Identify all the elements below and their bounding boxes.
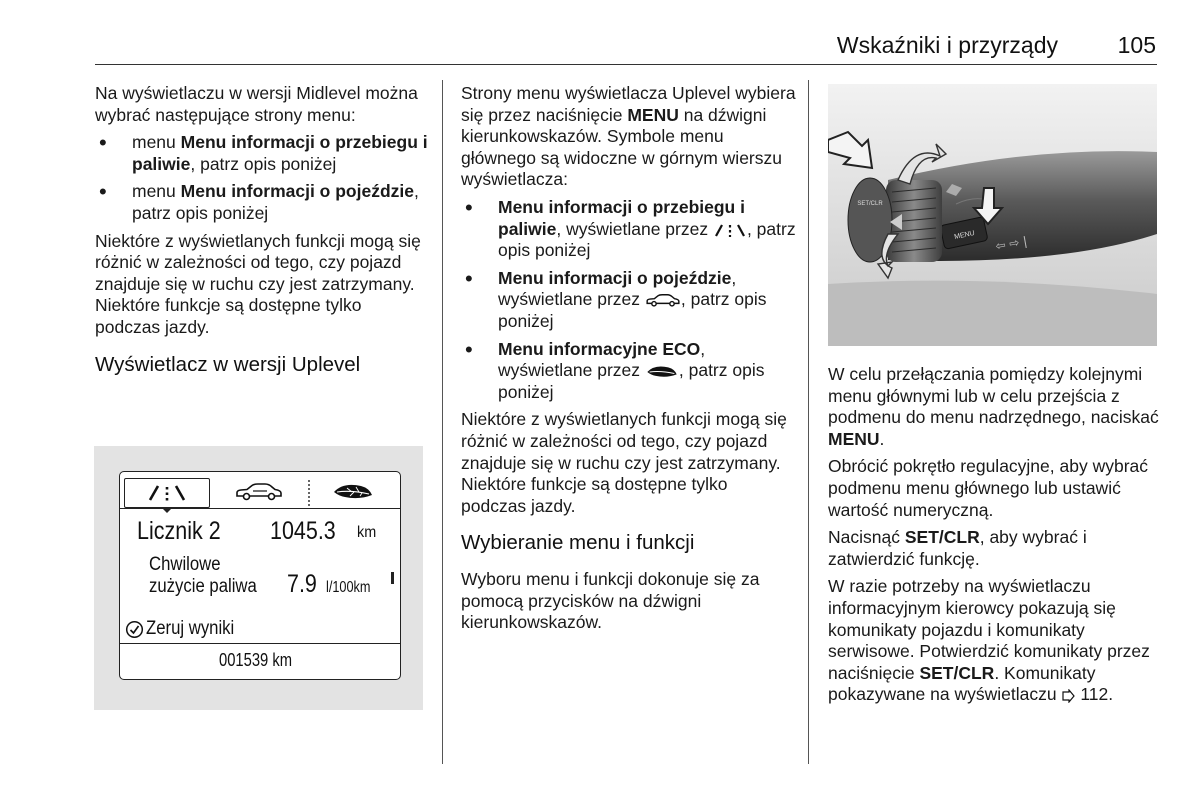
list-item: • menu Menu informacji o pojeździe, patrz opis poniżej (95, 181, 431, 224)
col1-menu-list (95, 132, 431, 224)
svg-text:SET/CLR: SET/CLR (857, 201, 883, 207)
display-scrollbar (391, 572, 394, 584)
section-heading-uplevel: Wyświetlacz w wersji Uplevel (95, 352, 361, 376)
tab-trip-fuel (124, 478, 210, 508)
consumption-label-line2: zużycie paliwa (149, 576, 257, 597)
col3-paragraph-setclr: Nacisnąć SET/CLR, aby wybrać i zatwierdzić funkcję. (828, 527, 1087, 569)
trip-value: 1045.3 (270, 517, 336, 545)
list-item: • Menu informacji o przebiegu i paliwie, wyświetlane przez , patrz opis poniżej (461, 197, 797, 262)
eco-leaf-icon (331, 483, 375, 501)
column-1 (95, 83, 431, 391)
col2-paragraph: Niektóre z wyświetlanych funkcji mogą się różnić w zależności od tego, czy pojazd znajduje się w ruchu czy jest zatrzymany. Niektóre funkcje są dostępne tylko podczas jazdy. (461, 409, 787, 516)
col2-intro: Strony menu wyświetlacza Uplevel wybiera się przez naciśnięcie MENU na dźwigni kierunkowskazów. Symbole menu głównego są widoczne w górnym wierszu wyświetlacza: (461, 83, 796, 190)
uplevel-display-screen (119, 471, 401, 680)
eco-leaf-icon (645, 365, 679, 379)
car-icon (645, 293, 681, 308)
trip-fuel-icon (713, 223, 747, 238)
list-item: • Menu informacyjne ECO, wyświetlane przez , patrz opis poniżej (461, 339, 797, 404)
consumption-label-line1: Chwilowe (149, 554, 221, 575)
col3-paragraph-messages: W razie potrzeby na wyświetlaczu informacyjnym kierowcy pokazują się komunikaty pojazdu i komunikaty serwisowe. Potwierdzić komunikaty przez naciśnięcie SET/CLR. Komunikaty pokazywane na wyświetlaczu 112. (828, 576, 1150, 705)
trip-fuel-icon (146, 484, 188, 502)
svg-text:MENU: MENU (953, 229, 976, 242)
turn-signal-lever-photo (828, 84, 1157, 346)
col3-paragraph-menu: W celu przełączania pomiędzy kolejnymi menu głównymi lub w celu przejścia z podmenu do menu nadrzędnego, naciskać MENU. (828, 364, 1159, 449)
active-tab-indicator (161, 507, 173, 513)
running-header-title: Wskaźniki i przyrządy (836, 32, 1058, 58)
section-heading-menu-selection: Wybieranie menu i funkcji (461, 531, 695, 555)
col2-paragraph-menu-selection: Wyboru menu i funkcji dokonuje się za pomocą przycisków na dźwigni kierunkowskazów. (461, 569, 760, 633)
svg-text:⇦ ⇨ |: ⇦ ⇨ | (994, 233, 1029, 254)
trip-unit: km (357, 524, 377, 541)
odometer-value: 001539 km (219, 650, 293, 670)
page-reference-arrow-icon (1061, 689, 1075, 703)
column-2 (461, 83, 797, 640)
column-divider-1 (442, 80, 443, 764)
car-icon (234, 482, 284, 502)
list-item: • Menu informacji o pojeździe, wyświetlane przez , patrz opis poniżej (461, 268, 797, 333)
col1-intro: Na wyświetlaczu w wersji Midlevel można wybrać następujące strony menu: (95, 83, 418, 125)
tab-eco (312, 478, 394, 506)
column-3 (828, 364, 1164, 712)
col1-paragraph: Niektóre z wyświetlanych funkcji mogą się różnić w zależności od tego, czy pojazd znajduje się w ruchu czy jest zatrzymany. Niektóre funkcje są dostępne tylko podczas jazdy. (95, 230, 421, 337)
reset-results-label: Zeruj wyniki (146, 618, 235, 639)
column-divider-2 (808, 80, 809, 764)
tab-separator (308, 480, 310, 506)
display-bottom-rule (120, 643, 400, 644)
uplevel-display-figure (94, 446, 423, 710)
page-number: 105 (1117, 32, 1156, 58)
header-rule (95, 64, 1157, 65)
consumption-value: 7.9 (287, 570, 317, 598)
page-reference: 112 (1080, 684, 1109, 705)
tab-vehicle (216, 478, 302, 506)
trip-label: Licznik 2 (137, 517, 221, 545)
col2-menu-list (461, 197, 797, 403)
check-circle-icon (125, 620, 144, 639)
consumption-unit: l/100km (326, 579, 371, 596)
list-item: • menu Menu informacji o przebiegu i paliwie, patrz opis poniżej (95, 132, 431, 175)
col3-paragraph-knob: Obrócić pokrętło regulacyjne, aby wybrać podmenu menu głównego lub ustawić wartość numeryczną. (828, 456, 1149, 520)
